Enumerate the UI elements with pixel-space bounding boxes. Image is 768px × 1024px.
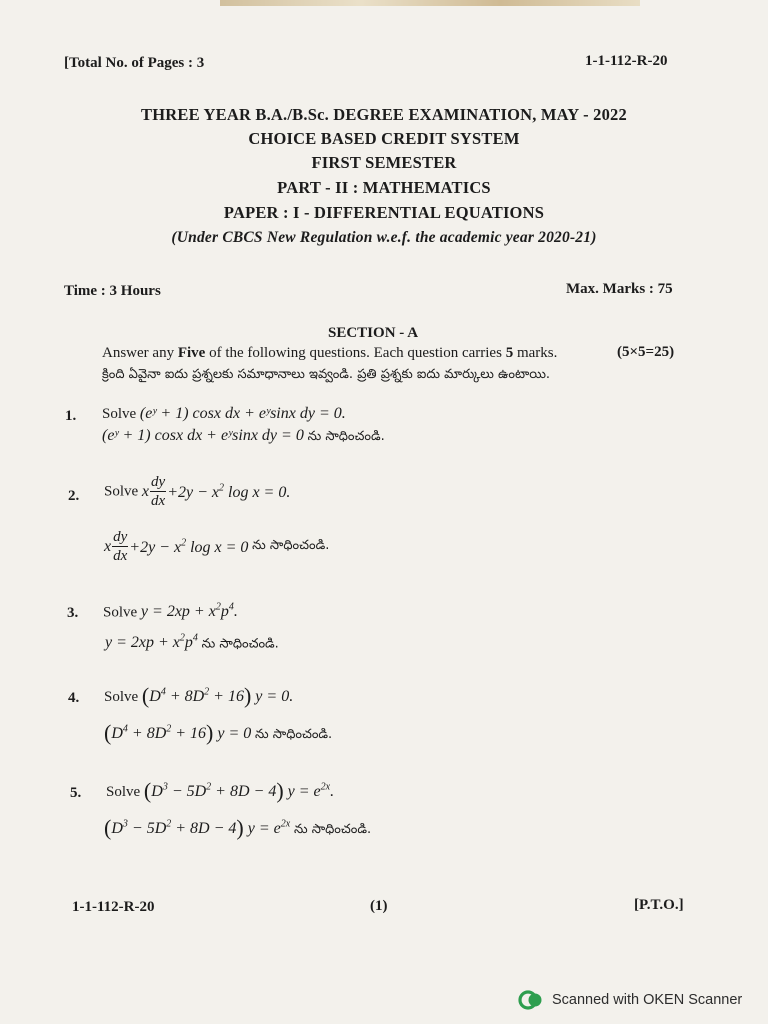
question-number: 1. bbox=[65, 408, 77, 424]
question-1-telugu: (eʸ + 1) cosx dx + eʸsinx dy = 0 ను సాధించండి. bbox=[102, 427, 385, 444]
exam-paper: PAPER : I - DIFFERENTIAL EQUATIONS bbox=[223, 203, 545, 222]
scanner-watermark bbox=[518, 990, 742, 1010]
question-2: Solve x $\frac{dy}{dx}$ $+2y - x^2$ log x = 0. bbox=[104, 474, 291, 509]
scanner-label: Scanned with OKEN Scanner bbox=[552, 992, 743, 1008]
question-number: 4. bbox=[68, 690, 80, 706]
question-number: 3. bbox=[67, 605, 79, 621]
pto-label: [P.T.O.] bbox=[634, 897, 684, 913]
paper-code-footer: 1-1-112-R-20 bbox=[72, 899, 155, 915]
section-instruction-telugu: క్రింది ఏవైనా ఐదు ప్రశ్నలకు సమాధానాలు ఇవ్వండి. ప్రతి ప్రశ్నకు ఐదు మార్కులు ఉంటాయి. bbox=[102, 367, 551, 382]
section-title: SECTION - A bbox=[328, 325, 419, 341]
page-number: (1) bbox=[370, 898, 388, 914]
question-2-telugu: x $\frac{dy}{dx}$ $+2y - x^2$ log x = 0 ను సాధించండి. bbox=[104, 529, 330, 564]
question-number: 2. bbox=[68, 488, 80, 504]
total-pages: [Total No. of Pages : 3 bbox=[64, 55, 205, 71]
scanner-logo-icon bbox=[518, 990, 544, 1010]
question-3: Solve $y = 2xp + x^2p^4$. bbox=[103, 602, 238, 621]
question-4: Solve $(D^4 + 8D^2 + 16) y = 0$. bbox=[104, 683, 294, 708]
question-number: 5. bbox=[70, 785, 82, 801]
question-5: Solve $(D^3 - 5D^2 + 8D - 4) y = e^{2x}$. bbox=[106, 778, 335, 803]
exam-semester: FIRST SEMESTER bbox=[311, 153, 457, 172]
paper-code-top: 1-1-112-R-20 bbox=[585, 53, 668, 69]
section-marks: (5×5=25) bbox=[617, 344, 675, 360]
section-instruction: Answer any Five of the following questions. Each question carries 5 marks. bbox=[102, 345, 558, 361]
exam-part: PART - II : MATHEMATICS bbox=[277, 178, 491, 197]
question-1: Solve (eʸ + 1) cosx dx + eʸsinx dy = 0. bbox=[102, 405, 346, 422]
exam-system: CHOICE BASED CREDIT SYSTEM bbox=[248, 129, 520, 148]
question-5-telugu: $(D^3 - 5D^2 + 8D - 4) y = e^{2x}$ ను సాధించండి. bbox=[104, 815, 372, 840]
max-marks: Max. Marks : 75 bbox=[566, 281, 673, 297]
exam-regulation: (Under CBCS New Regulation w.e.f. the academic year 2020-21) bbox=[171, 229, 597, 246]
question-4-telugu: $(D^4 + 8D^2 + 16) y = 0$ ను సాధించండి. bbox=[104, 720, 333, 745]
exam-time: Time : 3 Hours bbox=[64, 283, 161, 299]
exam-title: THREE YEAR B.A./B.Sc. DEGREE EXAMINATION, MAY - 2022 bbox=[141, 105, 627, 124]
question-3-telugu: $y = 2xp + x^2p^4$ ను సాధించండి. bbox=[105, 633, 279, 652]
